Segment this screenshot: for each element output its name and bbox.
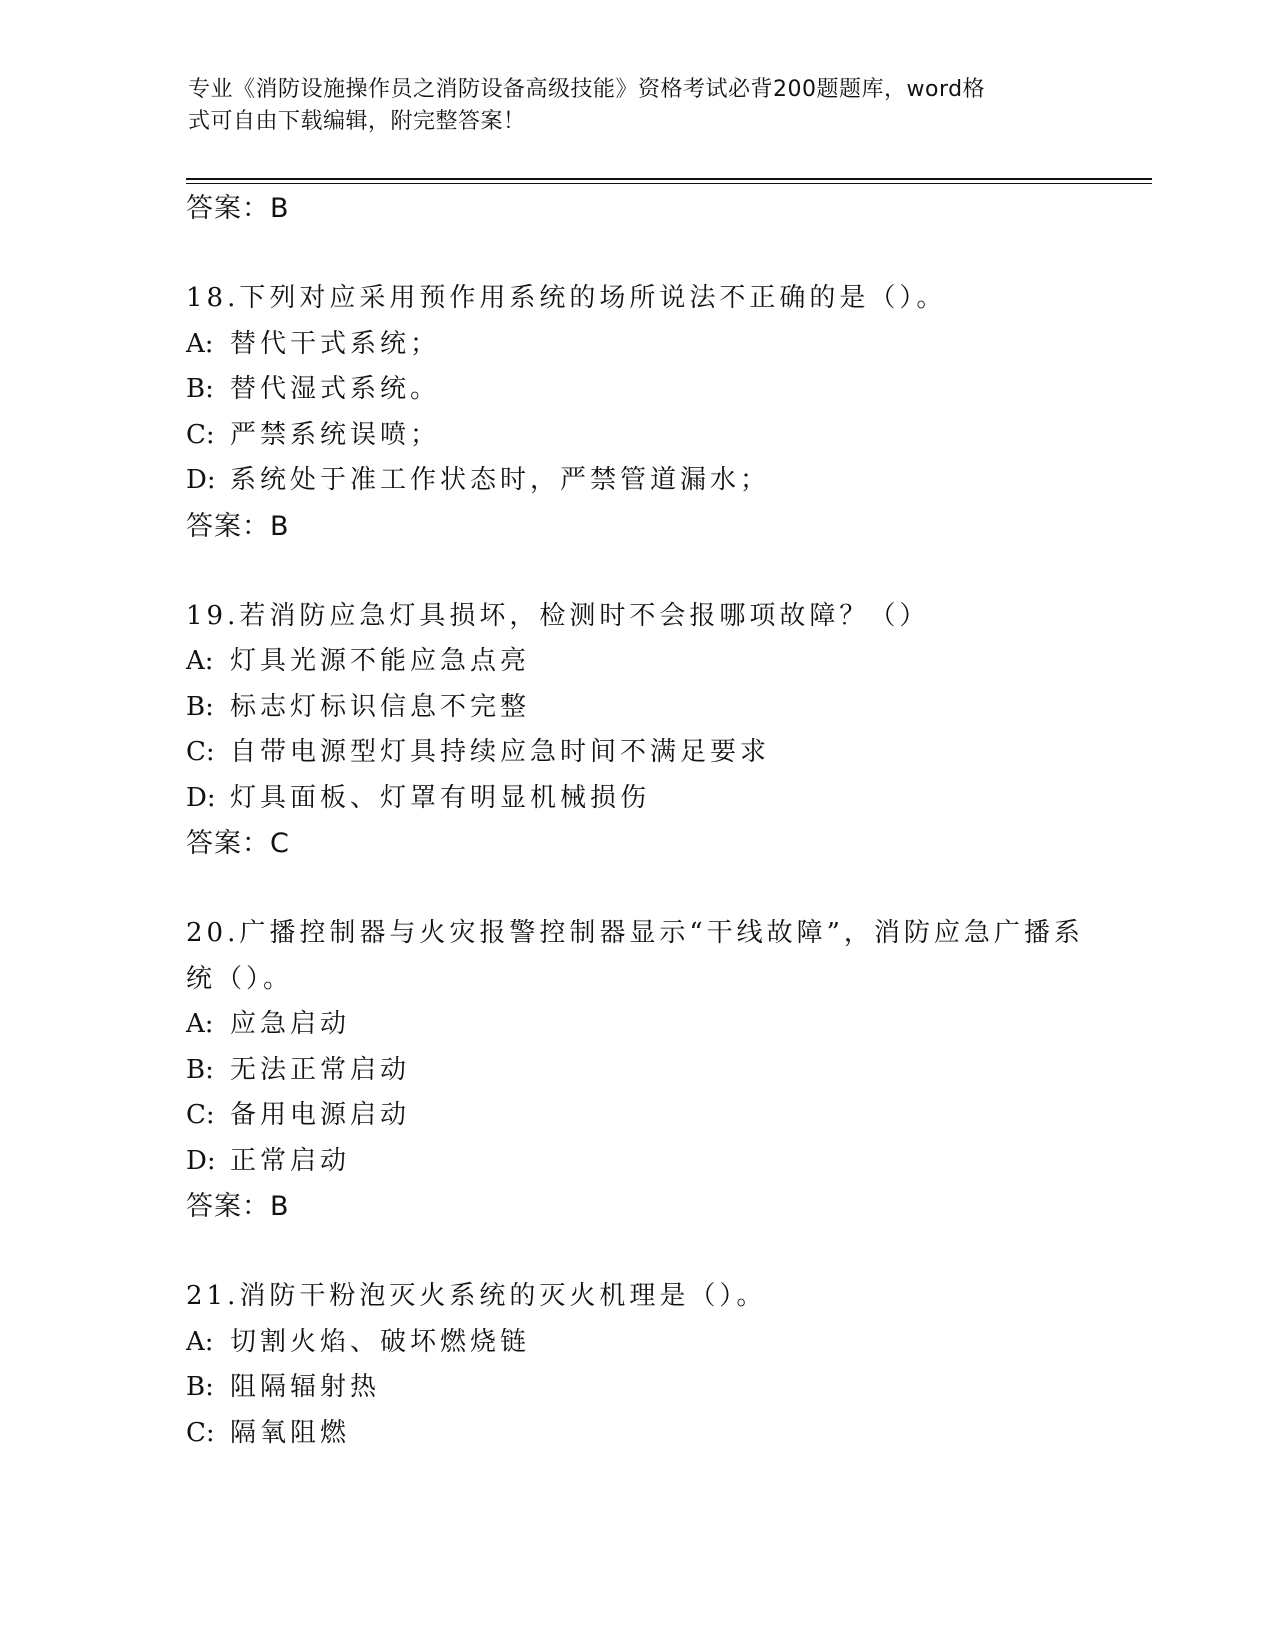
question-list — [186, 186, 1086, 1456]
option-text: 隔氧阻燃 — [230, 1417, 351, 1448]
option-letter: B: — [186, 691, 214, 722]
header-title-line-2: 式可自由下载编辑，附完整答案！ — [188, 109, 526, 134]
answer-line: 答案：B — [186, 193, 290, 224]
answer-line: 答案：B — [186, 510, 290, 542]
question-block — [186, 911, 1086, 1230]
option-letter: A: — [186, 328, 214, 359]
option-letter: D: — [186, 465, 216, 495]
header-title-line-1: 专业《消防设施操作员之消防设备高级技能》资格考试必背200题题库，word格 — [188, 77, 986, 102]
question-stem: 21.消防干粉泡灭火系统的灭火机理是（）。 — [186, 1281, 767, 1311]
question-block — [186, 276, 1086, 550]
option-c — [186, 1411, 1086, 1457]
option-d — [186, 776, 1086, 822]
option-letter: A: — [186, 1326, 214, 1357]
question-stem: 18.下列对应采用预作用系统的场所说法不正确的是（）。 — [186, 283, 947, 313]
option-text: 替代干式系统； — [230, 328, 441, 359]
option-letter: D: — [186, 1145, 216, 1176]
header-rule-thin — [186, 183, 1152, 184]
option-text: 备用电源启动 — [230, 1100, 411, 1130]
option-text: 正常启动 — [230, 1145, 351, 1176]
answer-line: 答案：C — [186, 828, 290, 859]
option-text: 替代湿式系统。 — [230, 374, 441, 404]
option-text: 标志灯标识信息不完整 — [230, 691, 531, 722]
header-rule-thick — [186, 178, 1152, 180]
answer-line: 答案：B — [186, 1191, 290, 1222]
option-a — [186, 639, 1086, 685]
question-stem: 19.若消防应急灯具损坏，检测时不会报哪项故障？（） — [186, 600, 930, 631]
option-a — [186, 322, 1086, 368]
option-c — [186, 1093, 1086, 1139]
option-letter: A: — [186, 646, 214, 676]
option-d — [186, 1139, 1086, 1185]
question-block — [186, 594, 1086, 868]
question-stem-continued: 统（）。 — [186, 963, 294, 994]
option-letter: C: — [186, 1100, 215, 1130]
option-b — [186, 367, 1086, 413]
option-letter: B: — [186, 374, 214, 404]
option-letter: C: — [186, 419, 215, 450]
option-text: 严禁系统误喷； — [230, 419, 441, 450]
option-b — [186, 685, 1086, 731]
document-header — [188, 74, 1068, 138]
option-text: 灯具光源不能应急点亮 — [230, 646, 531, 676]
option-letter: C: — [186, 1417, 215, 1448]
option-a — [186, 1002, 1086, 1048]
option-letter: D: — [186, 782, 216, 813]
question-stem: 20.广播控制器与火灾报警控制器显示“干线故障”，消防应急广播系 — [186, 918, 1084, 948]
option-text: 无法正常启动 — [230, 1054, 411, 1085]
option-letter: A: — [186, 1009, 214, 1039]
option-text: 阻隔辐射热 — [230, 1372, 381, 1402]
option-c — [186, 730, 1086, 776]
option-letter: B: — [186, 1372, 214, 1402]
option-text: 应急启动 — [230, 1009, 351, 1039]
option-letter: C: — [186, 737, 215, 767]
option-text: 自带电源型灯具持续应急时间不满足要求 — [230, 737, 771, 767]
option-a — [186, 1320, 1086, 1366]
option-c — [186, 413, 1086, 459]
question-block — [186, 1274, 1086, 1456]
option-letter: B: — [186, 1054, 214, 1085]
option-text: 切割火焰、破坏燃烧链 — [230, 1326, 531, 1357]
option-b — [186, 1048, 1086, 1094]
option-d — [186, 458, 1086, 504]
option-b — [186, 1365, 1086, 1411]
option-text: 系统处于准工作状态时，严禁管道漏水； — [230, 465, 771, 495]
option-text: 灯具面板、灯罩有明显机械损伤 — [230, 782, 651, 813]
